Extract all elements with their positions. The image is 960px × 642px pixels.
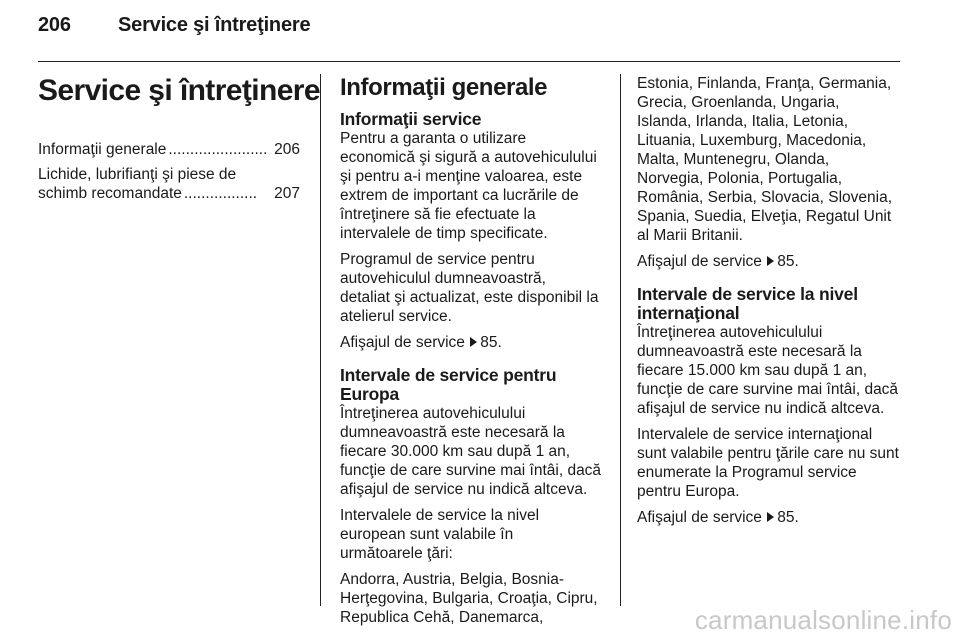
- toc-leader: .......................: [168, 141, 268, 158]
- toc-entry-label-cont: schimb recomandate: [38, 185, 182, 202]
- europe-service-display-reference[interactable]: Afişajul de service 85.: [637, 253, 799, 270]
- service-display-reference[interactable]: Afişajul de service 85.: [340, 334, 502, 351]
- service-info-paragraph-1: Pentru a garanta o utilizare economică şi sigură a autovehiculului şi pentru a-i menţine valoarea, este extrem de important ca lucrările de întreţinere să fie efectuate la intervalele de timp specificate.: [340, 130, 597, 242]
- toc-entry-general-info[interactable]: [38, 140, 300, 159]
- page-header: [38, 14, 310, 37]
- international-service-display-reference[interactable]: Afişajul de service 85.: [637, 509, 799, 526]
- europe-paragraph-2: Intervalele de service la nivel european sunt valabile în următoarele ţări:: [340, 507, 540, 562]
- europe-countries-part-1: Andorra, Austria, Belgia, Bosnia- Herţegovina, Bulgaria, Croaţia, Cipru, Republica Cehă, Danemarca,: [340, 571, 598, 626]
- toc-entry-fluids[interactable]: [38, 165, 300, 203]
- page-reference-arrow-icon: [767, 256, 774, 266]
- page-number: 206: [38, 14, 71, 36]
- europe-paragraph-1: Întreţinerea autovehiculului dumneavoastră este necesară la fiecare 30.000 km sau după 1 an, funcţie de care survine mai întâi, dacă afişajul de service nu indică altceva.: [340, 405, 602, 498]
- europe-countries-part-2: Estonia, Finlanda, Franţa, Germania, Grecia, Groenlanda, Ungaria, Islanda, Irlanda, Italia, Letonia, Lituania, Luxemburg, Macedonia, Malta, Muntenegru, Olanda, Norvegia, Polonia, Portugalia, România, Serbia, Slovacia, Slovenia, Spania, Suedia, Elveţia, Regatul Unit al Marii Britanii.: [637, 75, 893, 244]
- europe-heading: Intervale de service pentru Europa: [340, 365, 557, 404]
- international-heading: Intervale de service la nivel internaţional: [637, 284, 858, 323]
- column-2: [340, 74, 603, 634]
- service-info-heading: Informaţii service: [340, 109, 482, 129]
- watermark: carmanualsonline.info: [694, 605, 952, 635]
- column-1: [38, 74, 320, 209]
- toc-entry-page: 206: [274, 141, 300, 158]
- toc-entry-page: 207: [274, 185, 300, 202]
- international-paragraph-2: Intervalele de service internaţional sunt valabile pentru ţările care nu sunt enumerate la Programul service pentru Europa.: [637, 426, 899, 500]
- column-divider-1: [320, 74, 321, 606]
- running-title: Service şi întreţinere: [118, 14, 311, 36]
- column-divider-2: [620, 74, 621, 606]
- page-reference-arrow-icon: [470, 337, 477, 347]
- page-reference-arrow-icon: [767, 512, 774, 522]
- toc-entry-label: Informaţii generale: [38, 141, 167, 158]
- service-info-paragraph-2: Programul de service pentru autovehiculul dumneavoastră, detaliat şi actualizat, este disponibil la atelierul service.: [340, 251, 599, 325]
- toc-leader: .................: [183, 185, 258, 202]
- column-3: [637, 74, 903, 534]
- chapter-title: Service şi întreţinere: [38, 74, 320, 107]
- toc-entry-label: Lichide, lubrifianţi şi piese de: [38, 166, 237, 183]
- international-paragraph-1: Întreţinerea autovehiculului dumneavoastră este necesară la fiecare 15.000 km sau după 1 an, funcţie de care survine mai întâi, dacă afişajul de service nu indică altceva.: [637, 324, 899, 417]
- section-title: Informaţii generale: [340, 74, 548, 101]
- header-rule: [38, 61, 900, 62]
